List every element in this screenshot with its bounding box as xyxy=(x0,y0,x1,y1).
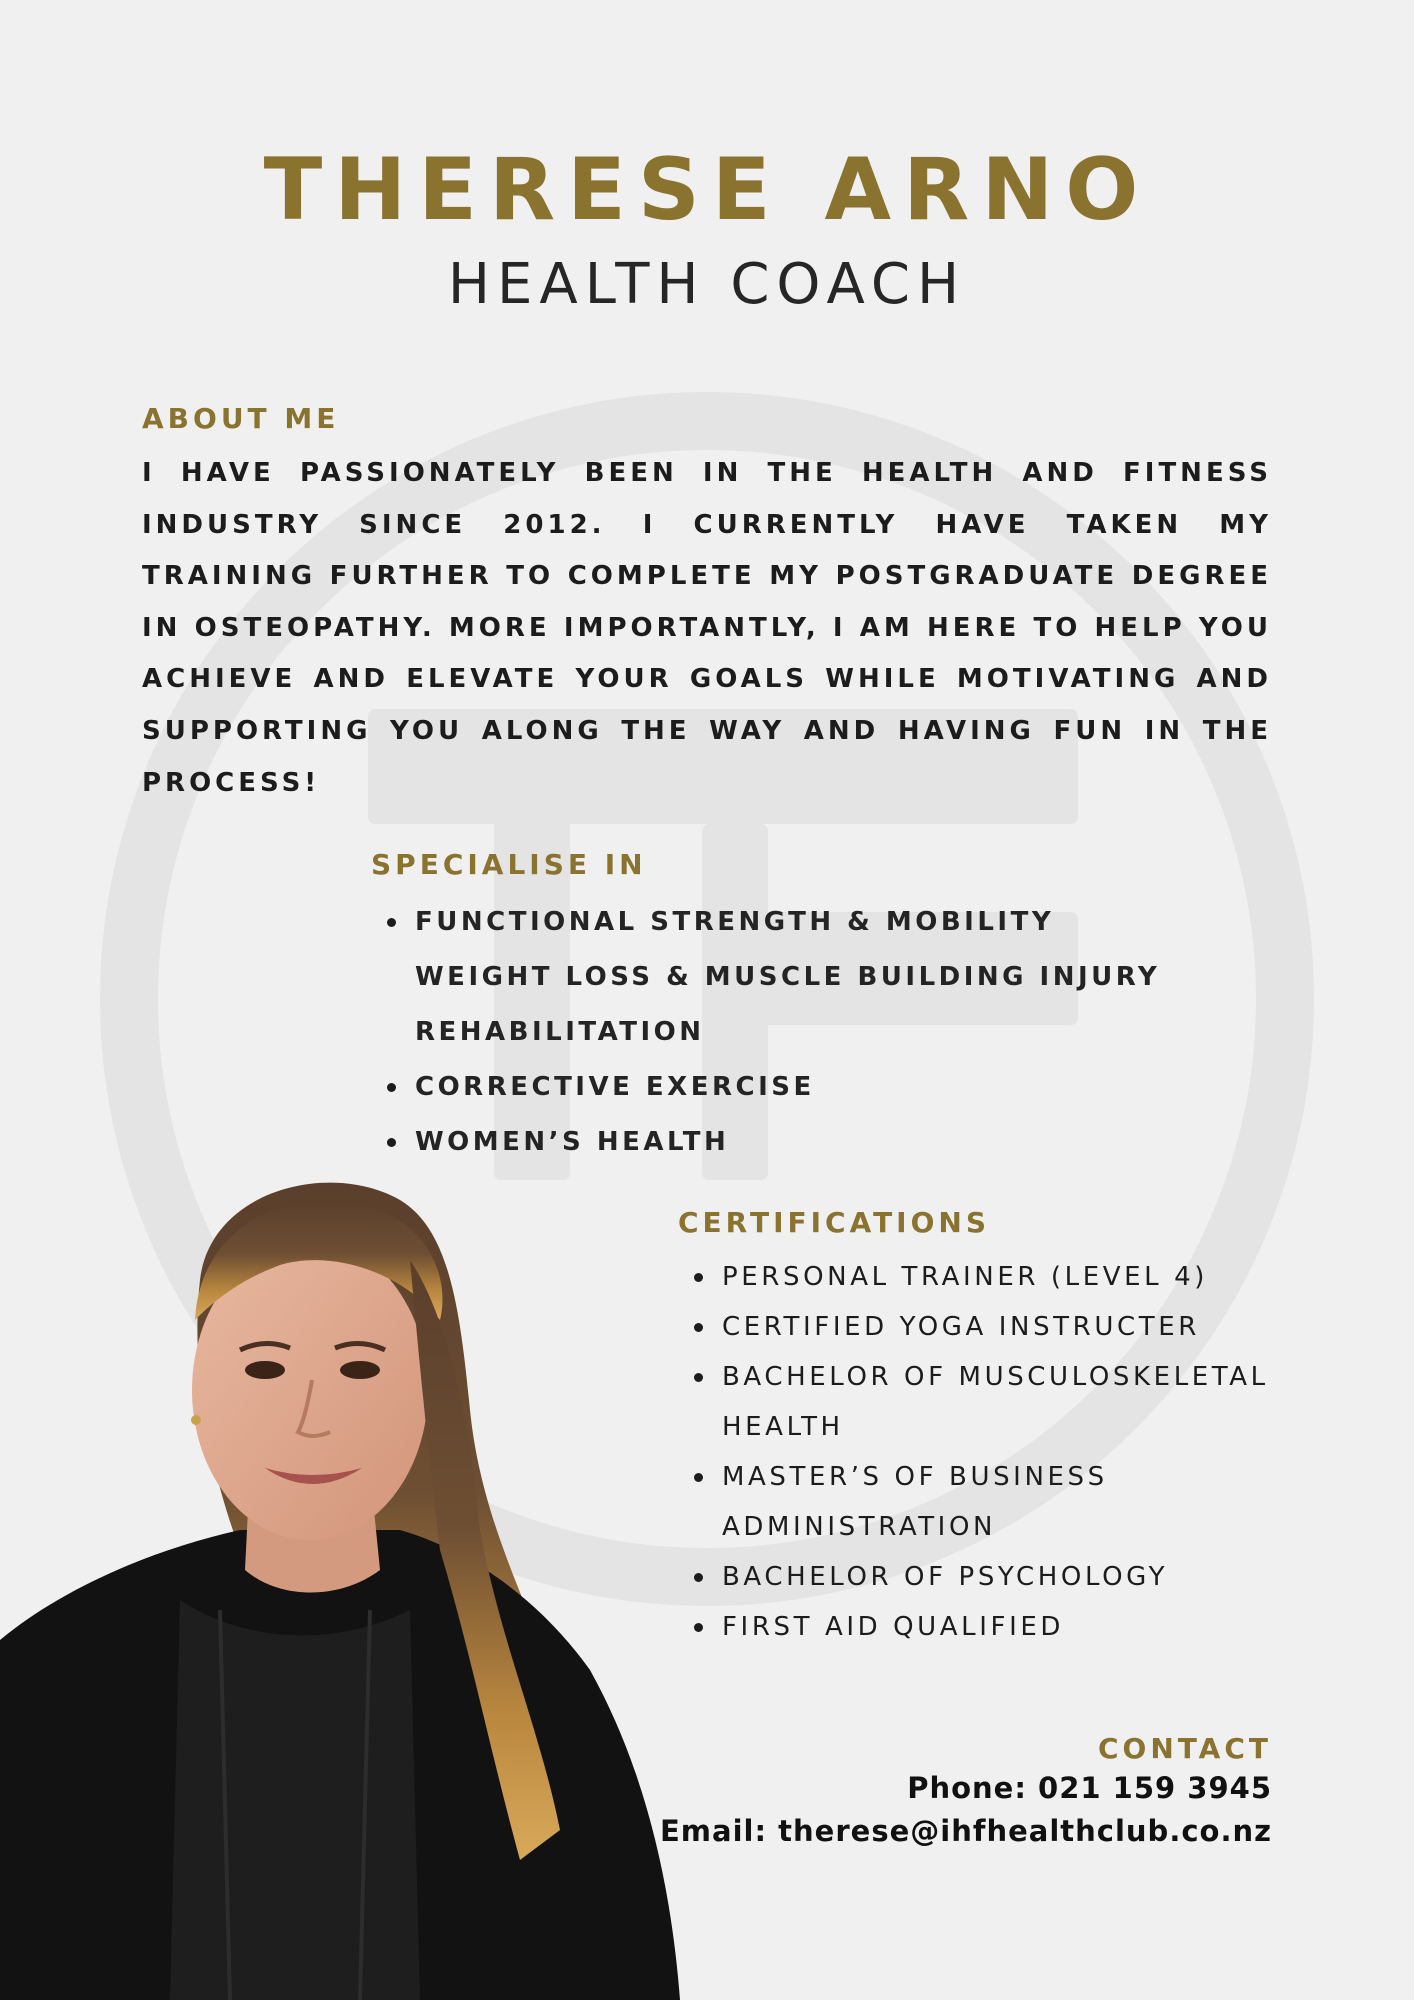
contact-heading: CONTACT xyxy=(1097,1732,1272,1765)
certifications-list xyxy=(692,1252,1332,1652)
about-heading: ABOUT ME xyxy=(142,402,340,435)
list-item: CERTIFIED YOGA INSTRUCTER xyxy=(692,1302,1332,1352)
about-text: I HAVE PASSIONATELY BEEN IN THE HEALTH AND FITNESS INDUSTRY SINCE 2012. I CURRENTLY HAVE TAKEN MY TRAINING FURTHER TO COMPLETE MY POSTGRADUATE DEGREE IN OSTEOPATHY. MORE IMPORTANTLY, I AM HERE TO HELP YOU ACHIEVE AND ELEVATE YOUR GOALS WHILE MOTIVATING AND SUPPORTING YOU ALONG THE WAY AND HAVING FUN IN THE PROCESS! xyxy=(142,458,1272,798)
contact-phone: Phone: 021 159 3945 xyxy=(907,1771,1272,1805)
list-item: FIRST AID QUALIFIED xyxy=(692,1602,1332,1652)
list-item: MASTER’S OF BUSINESS ADMINISTRATION xyxy=(692,1452,1332,1552)
list-item: CORRECTIVE EXERCISE xyxy=(385,1060,1185,1115)
list-item: WOMEN’S HEALTH xyxy=(385,1115,1185,1170)
certifications-heading: CERTIFICATIONS xyxy=(678,1206,991,1239)
profile-name: THERESE ARNO xyxy=(263,140,1151,240)
contact-block xyxy=(660,1732,1272,1853)
list-item: FUNCTIONAL STRENGTH & MOBILITY WEIGHT LOSS & MUSCLE BUILDING INJURY REHABILITATION xyxy=(385,895,1185,1060)
contact-email: Email: therese@ihfhealthclub.co.nz xyxy=(660,1814,1272,1848)
list-item: BACHELOR OF PSYCHOLOGY xyxy=(692,1552,1332,1602)
list-item: PERSONAL TRAINER (LEVEL 4) xyxy=(692,1252,1332,1302)
specialise-heading: SPECIALISE IN xyxy=(371,848,647,881)
specialise-list xyxy=(385,895,1185,1170)
portrait-photo-icon xyxy=(0,1170,700,2000)
profile-role: HEALTH COACH xyxy=(447,252,967,317)
list-item: BACHELOR OF MUSCULOSKELETAL HEALTH xyxy=(692,1352,1332,1452)
